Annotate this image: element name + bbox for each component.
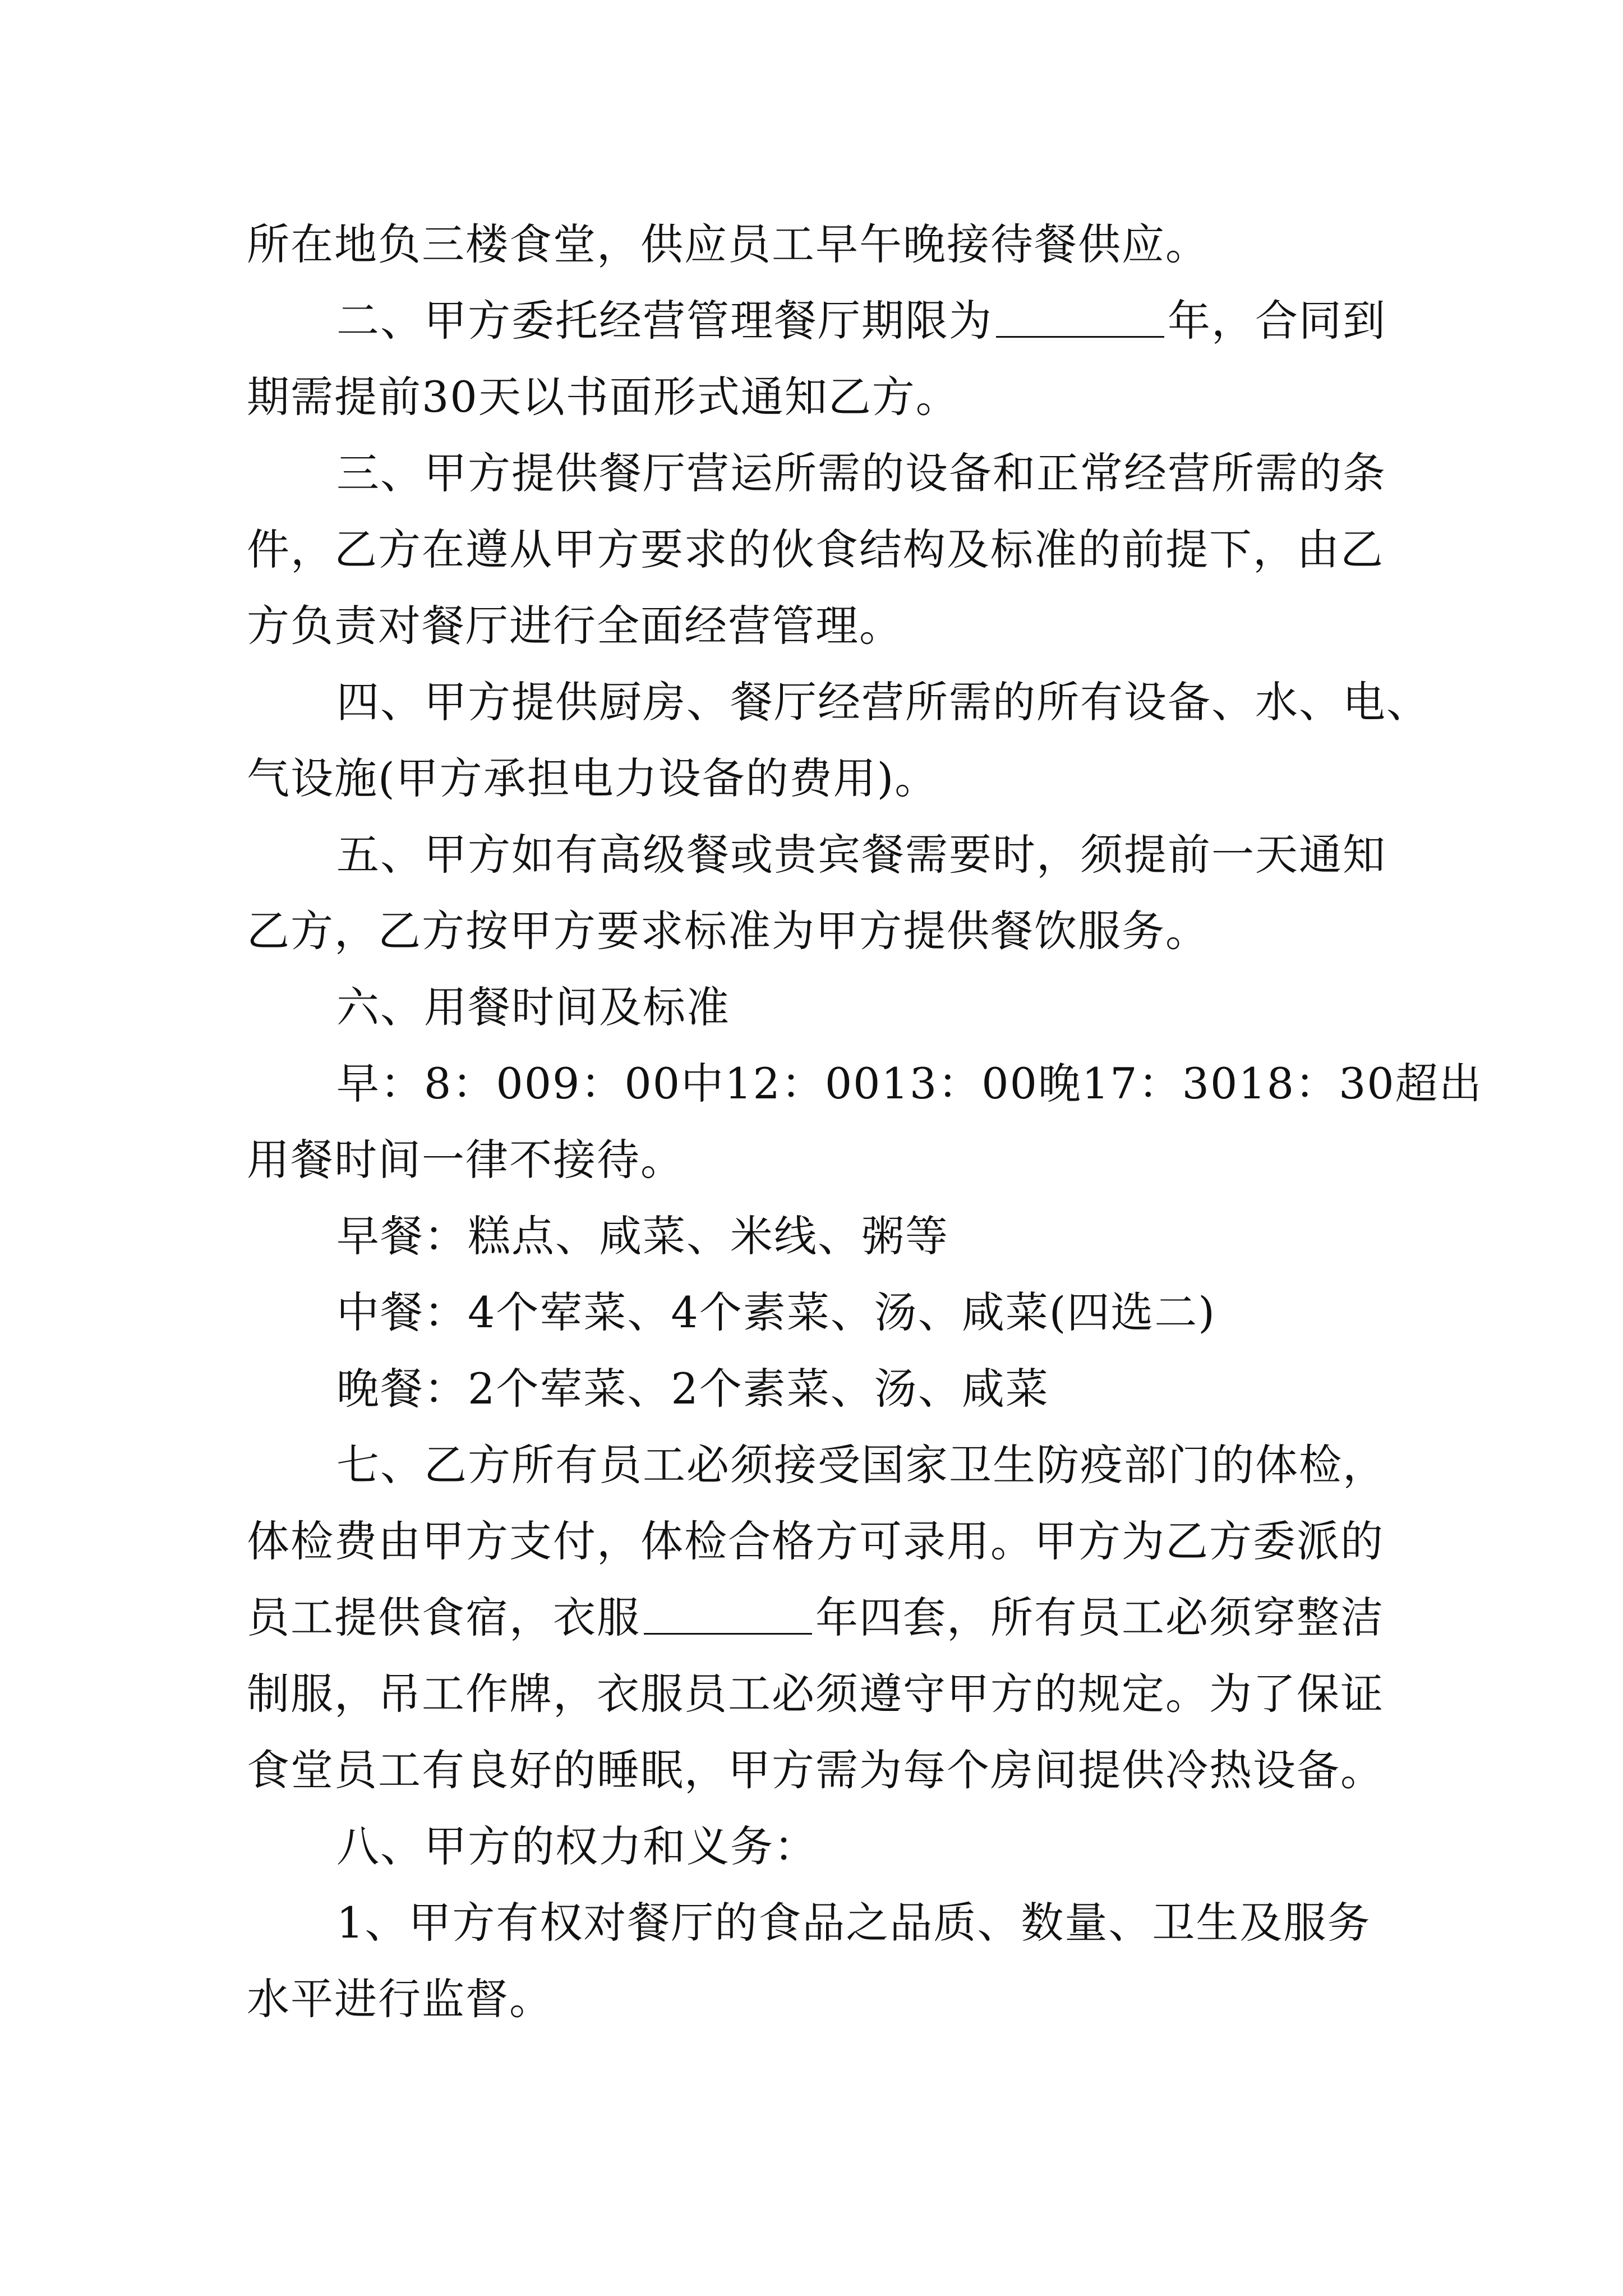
meal-times-line: 早：8：009：00中12：0013：00晚17：3018：30超出 xyxy=(336,1059,1483,1108)
clause-3-line: 三、甲方提供餐厅营运所需的设备和正常经营所需的条 xyxy=(336,448,1386,498)
clause-4-line: 四、甲方提供厨房、餐厅经营所需的所有设备、水、电、 xyxy=(336,677,1430,727)
clause-2-line xyxy=(247,283,1391,359)
clause-5-line: 五、甲方如有高级餐或贵宾餐需要时，须提前一天通知 xyxy=(336,830,1386,880)
fill-in-blank-term-years[interactable] xyxy=(996,336,1164,338)
text-line: 用餐时间一律不接待。 xyxy=(247,1135,684,1185)
clause-8-heading: 八、甲方的权力和义务： xyxy=(336,1821,818,1871)
clause-2-text-after: 年，合同到 xyxy=(1168,296,1386,346)
text-line: 乙方，乙方按甲方要求标准为甲方提供餐饮服务。 xyxy=(247,906,1209,956)
text-line: 水平进行监督。 xyxy=(247,1974,553,2024)
text-line: 期需提前30天以书面形式通知乙方。 xyxy=(247,372,960,422)
clause-7-blank-line xyxy=(247,1580,1391,1656)
fill-in-blank-uniform[interactable] xyxy=(644,1633,812,1635)
breakfast-line: 早餐：糕点、咸菜、米线、粥等 xyxy=(336,1211,949,1261)
lunch-line: 中餐：4个荤菜、4个素菜、汤、咸菜(四选二) xyxy=(336,1287,1216,1337)
text-line: 制服，吊工作牌，衣服员工必须遵守甲方的规定。为了保证 xyxy=(247,1669,1384,1719)
text-line: 体检费由甲方支付，体检合格方可录用。甲方为乙方委派的 xyxy=(247,1516,1384,1566)
text-line: 食堂员工有良好的睡眠，甲方需为每个房间提供冷热设备。 xyxy=(247,1745,1384,1795)
clause-7-text-before: 员工提供食宿，衣服 xyxy=(247,1593,640,1642)
clause-7-text-after: 年四套，所有员工必须穿整洁 xyxy=(815,1593,1384,1642)
text-line: 所在地负三楼食堂，供应员工早午晚接待餐供应。 xyxy=(247,219,1209,269)
text-line: 气设施(甲方承担电力设备的费用)。 xyxy=(247,753,939,803)
text-line: 件，乙方在遵从甲方要求的伙食结构及标准的前提下，由乙 xyxy=(247,524,1384,574)
document-body xyxy=(247,206,1483,2037)
text-line: 方负责对餐厅进行全面经营管理。 xyxy=(247,601,903,651)
clause-8-item-1: 1、甲方有权对餐厅的食品之品质、数量、卫生及服务 xyxy=(336,1898,1371,1948)
clause-6-heading: 六、用餐时间及标准 xyxy=(336,982,730,1032)
clause-7-line: 七、乙方所有员工必须接受国家卫生防疫部门的体检， xyxy=(336,1440,1386,1490)
clause-2-text-before: 二、甲方委托经营管理餐厅期限为 xyxy=(336,296,993,346)
dinner-line: 晚餐：2个荤菜、2个素菜、汤、咸菜 xyxy=(336,1364,1049,1414)
